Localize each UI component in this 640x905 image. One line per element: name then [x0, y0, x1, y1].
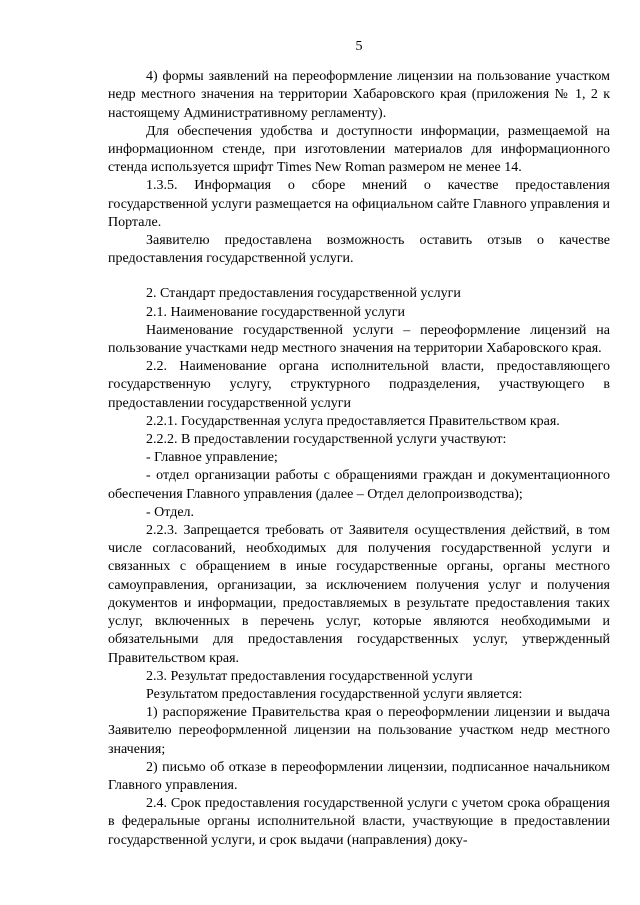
paragraph-2-2-1: 2.2.1. Государственная услуга предоставляется Правительством края.	[146, 413, 560, 429]
list-item-result-2: 2) письмо об отказе в переоформлении лицензии, подписанное начальником Главного управления.	[108, 759, 610, 793]
list-item-records-office: - отдел организации работы с обращениями граждан и документационного обеспечения Главного управления (далее – Отдел делопроизводства);	[108, 468, 610, 502]
paragraph-service-name: Наименование государственной услуги – переоформление лицензий на пользование участками недр местного значения на территории Хабаровского края.	[108, 322, 610, 357]
heading-2-1: 2.1. Наименование государственной услуги	[146, 304, 405, 320]
list-item-result-1: 1) распоряжение Правительства края о переоформлении лицензии и выдача Заявителю переоформленной лицензии на пользование участком недр местного значения;	[108, 705, 610, 757]
paragraph-2-2-3: 2.2.3. Запрещается требовать от Заявителя осуществления действий, в том числе согласований, необходимых для получения государственной услуги и связанных с обращением в иные государственные органы, органы местного самоуправления, организации, за исключением получения услуг и получения документов и информации, предоставляемых в результате предоставления таких услуг, включенных в перечень услуг, которые являются необходимыми и обязательными для предоставления государственных услуг, утвержденный Правительством края.	[108, 523, 610, 666]
document-page	[108, 38, 610, 850]
paragraph-feedback: Заявителю предоставлена возможность оставить отзыв о качестве предоставления государственной услуги.	[108, 233, 610, 267]
paragraph-2-2-2: 2.2.2. В предоставлении государственной услуги участвуют:	[146, 432, 507, 448]
heading-2-3: 2.3. Результат предоставления государственной услуги	[146, 668, 473, 684]
paragraph-result-intro: Результатом предоставления государственной услуги является:	[146, 686, 523, 702]
paragraph-1-3-5: 1.3.5. Информация о сборе мнений о качестве предоставления государственной услуги размещается на официальном сайте Главного управления и Портале.	[108, 178, 610, 230]
list-item-main-department: - Главное управление;	[146, 450, 278, 466]
page-number: 5	[355, 39, 363, 54]
section-heading-2: 2. Стандарт предоставления государственной услуги	[146, 286, 461, 302]
heading-2-2: 2.2. Наименование органа исполнительной власти, предоставляющего государственную услугу, структурного подразделения, участвующего в предоставлении государственной услуги	[108, 359, 610, 411]
paragraph-forms-of-applications: 4) формы заявлений на переоформление лицензии на пользование участком недр местного значения на территории Хабаровского края (приложения № 1, 2 к настоящему Административному регламенту).	[108, 69, 610, 121]
paragraph-2-4: 2.4. Срок предоставления государственной услуги с учетом срока обращения в федеральные органы исполнительной власти, участвующие в предоставлении государственной услуги, и срок выдачи (направления) доку-	[108, 796, 610, 848]
section-gap	[108, 268, 610, 285]
paragraph-stand-font: Для обеспечения удобства и доступности информации, размещаемой на информационном стенде, при изготовлении материалов для информационного стенда используется шрифт Times New Roman размером не менее 14.	[108, 123, 610, 176]
list-item-department: - Отдел.	[146, 504, 195, 520]
